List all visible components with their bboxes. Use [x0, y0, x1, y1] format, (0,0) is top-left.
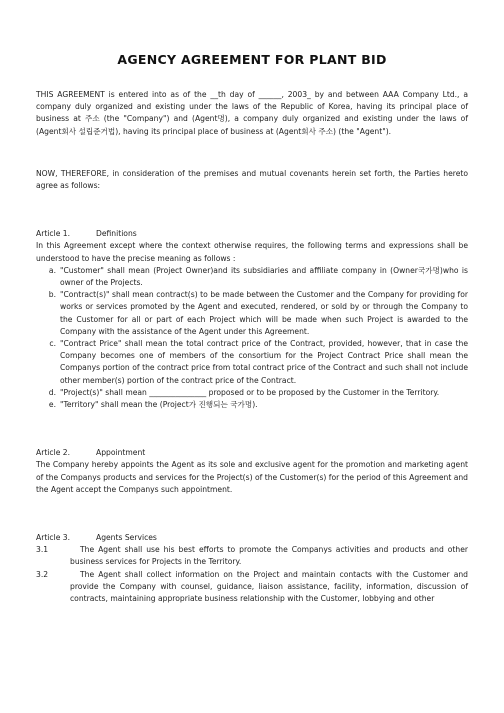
article-2-section [36, 447, 468, 496]
article-3-number: Article 3. [36, 533, 71, 543]
list-item-text: "Territory" shall mean the (Project가 진행되는 국가명). [60, 400, 258, 410]
article-3-heading [36, 532, 468, 544]
article-3-title: Agents Services [96, 533, 157, 543]
article-2-heading [36, 447, 468, 459]
list-item-text: "Customer" shall mean (Project Owner)and its subsidiaries and affiliate company in (Owner국가명)who is owner of the Projects. [60, 265, 468, 288]
list-item-text: The Agent shall collect information on the Project and maintain contacts with the Customer and provide the Company with counsel, guidance, liaison assistance, facility, information, discussion of contracts, maintaining appropriate business relationship with the Customer, lobbying and other [70, 569, 468, 604]
definitions-list [36, 265, 468, 411]
recital-paragraph: NOW, THEREFORE, in consideration of the premises and mutual covenants herein set forth, the Parties hereto agree as follows: [36, 168, 468, 191]
list-item [36, 399, 468, 411]
list-item-mark: 3.1 [36, 545, 49, 555]
list-item-mark: a. [48, 265, 56, 275]
list-item [36, 387, 468, 399]
article-1-heading [36, 228, 468, 240]
list-item-text: "Contract Price" shall mean the total contract price of the Contract, provided, however, that in case the Company becomes one of members of the consortium for the Project Contract Price shall mean the Companys portion of the contract price from total contract price of the Contract and such shall not include other member(s) portion of the contract price of the Contract. [60, 339, 468, 385]
article-1-title: Definitions [96, 229, 137, 239]
list-item [36, 289, 468, 338]
list-item [36, 265, 468, 289]
document-title: AGENCY AGREEMENT FOR PLANT BID [117, 52, 387, 67]
list-item [36, 569, 468, 606]
article-1-intro: In this Agreement except where the context otherwise requires, the following terms and expressions shall be understood to have the precise meaning as follows : [36, 241, 468, 263]
article-2-title: Appointment [96, 448, 146, 458]
article-3-section [36, 532, 468, 605]
list-item-text: "Project(s)" shall mean _______________ proposed or to be proposed by the Customer in the Territory. [60, 387, 440, 397]
services-list [36, 544, 468, 605]
list-item-mark: b. [48, 290, 56, 300]
preamble-paragraph: THIS AGREEMENT is entered into as of the __th day of ______, 2003_ by and between AAA Company Ltd., a company duly organized and existing under the laws of the Republic of Korea, having its principal place of business at 주소 (the "Company") and (Agent명), a company duly organized and existing under the laws of (Agent회사 설립준거법), having its principal place of business at (Agent회사 주소) (the "Agent"). [36, 90, 468, 136]
article-1-section [36, 228, 468, 411]
list-item-text: The Agent shall use his best efforts to promote the Companys activities and products and other business services for Projects in the Territory. [70, 545, 468, 567]
list-item-mark: e. [48, 400, 56, 410]
list-item-mark: c. [49, 339, 56, 349]
article-1-number: Article 1. [36, 229, 71, 239]
list-item-mark: d. [48, 387, 56, 397]
list-item-mark: 3.2 [36, 569, 49, 579]
article-2-text: The Company hereby appoints the Agent as its sole and exclusive agent for the promotion and marketing agent of the Companys products and services for the Project(s) of the Customer(s) for the period of this Agreement and the Agent accept the Companys such appointment. [36, 460, 468, 494]
list-item-text: "Contract(s)" shall mean contract(s) to be made between the Customer and the Company for providing for works or services promoted by the Agent and executed, rendered, or sold by or through the Company to the Customer for all or part of each Project which will be made when such Project is awarded to the Company with the assistance of the Agent under this Agreement. [60, 290, 468, 336]
list-item [36, 544, 468, 568]
article-2-number: Article 2. [36, 448, 71, 458]
list-item [36, 338, 468, 387]
